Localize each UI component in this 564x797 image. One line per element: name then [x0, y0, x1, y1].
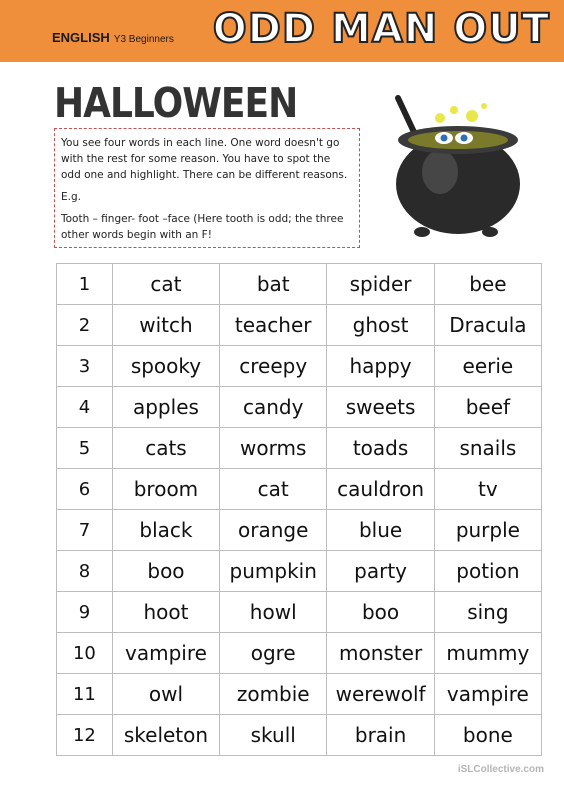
word-cell[interactable]: werewolf: [327, 674, 434, 715]
word-cell[interactable]: witch: [112, 305, 219, 346]
word-cell[interactable]: owl: [112, 674, 219, 715]
word-cell[interactable]: pumpkin: [220, 551, 327, 592]
word-cell[interactable]: purple: [434, 510, 541, 551]
instructions-text: You see four words in each line. One word doesn't go with the rest for some reason. You have to spot the odd one and highlight. There can be different reasons.: [61, 137, 348, 181]
word-cell[interactable]: broom: [112, 469, 219, 510]
word-cell[interactable]: snails: [434, 428, 541, 469]
word-cell[interactable]: tv: [434, 469, 541, 510]
level-label: Y3 Beginners: [113, 34, 174, 45]
word-cell[interactable]: boo: [327, 592, 434, 633]
word-cell[interactable]: toads: [327, 428, 434, 469]
word-cell[interactable]: spider: [327, 264, 434, 305]
table-row: [57, 264, 542, 305]
word-cell[interactable]: happy: [327, 346, 434, 387]
word-cell[interactable]: boo: [112, 551, 219, 592]
word-cell[interactable]: party: [327, 551, 434, 592]
word-cell[interactable]: sing: [434, 592, 541, 633]
table-row: [57, 387, 542, 428]
word-cell[interactable]: potion: [434, 551, 541, 592]
words-table: [56, 263, 542, 756]
word-cell[interactable]: beef: [434, 387, 541, 428]
word-cell[interactable]: candy: [220, 387, 327, 428]
word-cell[interactable]: vampire: [112, 633, 219, 674]
word-cell[interactable]: cat: [220, 469, 327, 510]
word-cell[interactable]: monster: [327, 633, 434, 674]
word-cell[interactable]: zombie: [220, 674, 327, 715]
table-row: [57, 510, 542, 551]
table-row: [57, 305, 542, 346]
word-cell[interactable]: black: [112, 510, 219, 551]
word-cell[interactable]: creepy: [220, 346, 327, 387]
row-number: 9: [57, 592, 113, 633]
table-row: [57, 551, 542, 592]
row-number: 2: [57, 305, 113, 346]
row-number: 8: [57, 551, 113, 592]
word-cell[interactable]: blue: [327, 510, 434, 551]
subject-name: ENGLISH: [52, 30, 110, 45]
example-label: E.g.: [61, 191, 81, 203]
word-cell[interactable]: howl: [220, 592, 327, 633]
word-cell[interactable]: vampire: [434, 674, 541, 715]
word-cell[interactable]: teacher: [220, 305, 327, 346]
row-number: 11: [57, 674, 113, 715]
example-text: Tooth – finger- foot –face (Here tooth is odd; the three other words begin with an F!: [61, 213, 344, 241]
header-band: [0, 0, 564, 62]
word-cell[interactable]: orange: [220, 510, 327, 551]
row-number: 3: [57, 346, 113, 387]
word-cell[interactable]: eerie: [434, 346, 541, 387]
table-row: [57, 633, 542, 674]
word-cell[interactable]: bone: [434, 715, 541, 756]
table-row: [57, 674, 542, 715]
word-cell[interactable]: skull: [220, 715, 327, 756]
row-number: 7: [57, 510, 113, 551]
table-row: [57, 715, 542, 756]
word-cell[interactable]: Dracula: [434, 305, 541, 346]
word-cell[interactable]: bee: [434, 264, 541, 305]
word-cell[interactable]: skeleton: [112, 715, 219, 756]
instructions-box: [54, 128, 360, 248]
word-cell[interactable]: bat: [220, 264, 327, 305]
row-number: 4: [57, 387, 113, 428]
word-cell[interactable]: apples: [112, 387, 219, 428]
subject-label: [52, 30, 174, 45]
row-number: 12: [57, 715, 113, 756]
table-row: [57, 346, 542, 387]
word-cell[interactable]: spooky: [112, 346, 219, 387]
cauldron-icon: [380, 92, 530, 242]
table-row: [57, 428, 542, 469]
words-table-body: [57, 264, 542, 756]
word-cell[interactable]: sweets: [327, 387, 434, 428]
watermark: iSLCollective.com: [457, 764, 544, 775]
word-cell[interactable]: brain: [327, 715, 434, 756]
row-number: 5: [57, 428, 113, 469]
page-title: ODD MAN OUT: [212, 6, 550, 52]
table-row: [57, 469, 542, 510]
worksheet-heading: HALLOWEEN: [54, 80, 298, 128]
word-cell[interactable]: worms: [220, 428, 327, 469]
word-cell[interactable]: cat: [112, 264, 219, 305]
word-cell[interactable]: ogre: [220, 633, 327, 674]
row-number: 6: [57, 469, 113, 510]
word-cell[interactable]: mummy: [434, 633, 541, 674]
word-cell[interactable]: cats: [112, 428, 219, 469]
row-number: 10: [57, 633, 113, 674]
word-cell[interactable]: hoot: [112, 592, 219, 633]
word-cell[interactable]: cauldron: [327, 469, 434, 510]
table-row: [57, 592, 542, 633]
word-cell[interactable]: ghost: [327, 305, 434, 346]
row-number: 1: [57, 264, 113, 305]
